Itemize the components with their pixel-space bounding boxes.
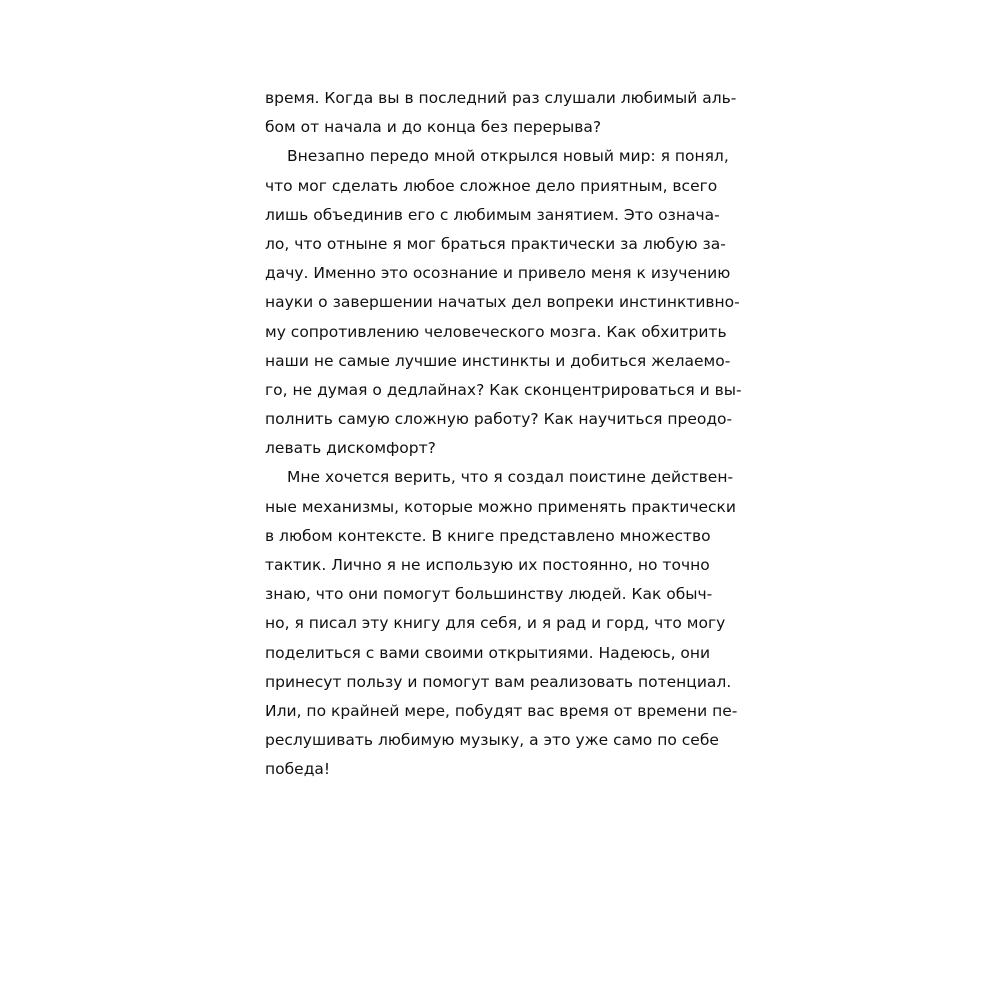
text-line: науки о завершении начатых дел вопреки инстинктивно-	[265, 293, 740, 312]
text-line: полнить самую сложную работу? Как научиться преодо-	[265, 410, 733, 429]
text-line: Или, по крайней мере, побудят вас время от времени пе-	[265, 701, 738, 720]
paragraph-2	[265, 142, 742, 463]
text-line: Мне хочется верить, что я создал поистине действен-	[287, 468, 734, 487]
text-line: но, я писал эту книгу для себя, и я рад и горд, что могу	[265, 614, 726, 633]
text-line: принесут пользу и помогут вам реализовать потенциал.	[265, 672, 732, 691]
text-line: знаю, что они помогут большинству людей. Как обыч-	[265, 585, 713, 604]
text-line: поделиться с вами своими открытиями. Надеюсь, они	[265, 643, 711, 662]
paragraph-3	[265, 463, 738, 784]
text-line: в любом контексте. В книге представлено множество	[265, 526, 711, 545]
text-line: тактик. Лично я не использую их постоянно, но точно	[265, 556, 710, 574]
text-line: реслушивать любимую музыку, а это уже само по себе	[265, 731, 719, 750]
text-line: победа!	[265, 760, 331, 779]
text-line: лишь объединив его с любимым занятием. Это означа-	[265, 205, 720, 224]
text-line: Внезапно передо мной открылся новый мир: я понял,	[287, 147, 729, 166]
text-line: левать дискомфорт?	[265, 439, 436, 458]
paragraph-1	[265, 84, 737, 142]
text-line: ло, что отныне я мог браться практически за любую за-	[265, 234, 726, 253]
text-line: что мог сделать любое сложное дело приятным, всего	[265, 176, 718, 195]
text-line: время. Когда вы в последний раз слушали любимый аль-	[265, 89, 737, 107]
text-line: наши не самые лучшие инстинкты и добиться желаемо-	[265, 351, 731, 370]
text-line: ные механизмы, которые можно применять практически	[265, 497, 736, 516]
text-line: го, не думая о дедлайнах? Как сконцентрироваться и вы-	[265, 380, 742, 399]
text-line: му сопротивлению человеческого мозга. Как обхитрить	[265, 322, 727, 341]
book-page	[265, 84, 742, 785]
text-line: дачу. Именно это осознание и привело меня к изучению	[265, 264, 731, 283]
text-line: бом от начала и до конца без перерыва?	[265, 118, 602, 137]
